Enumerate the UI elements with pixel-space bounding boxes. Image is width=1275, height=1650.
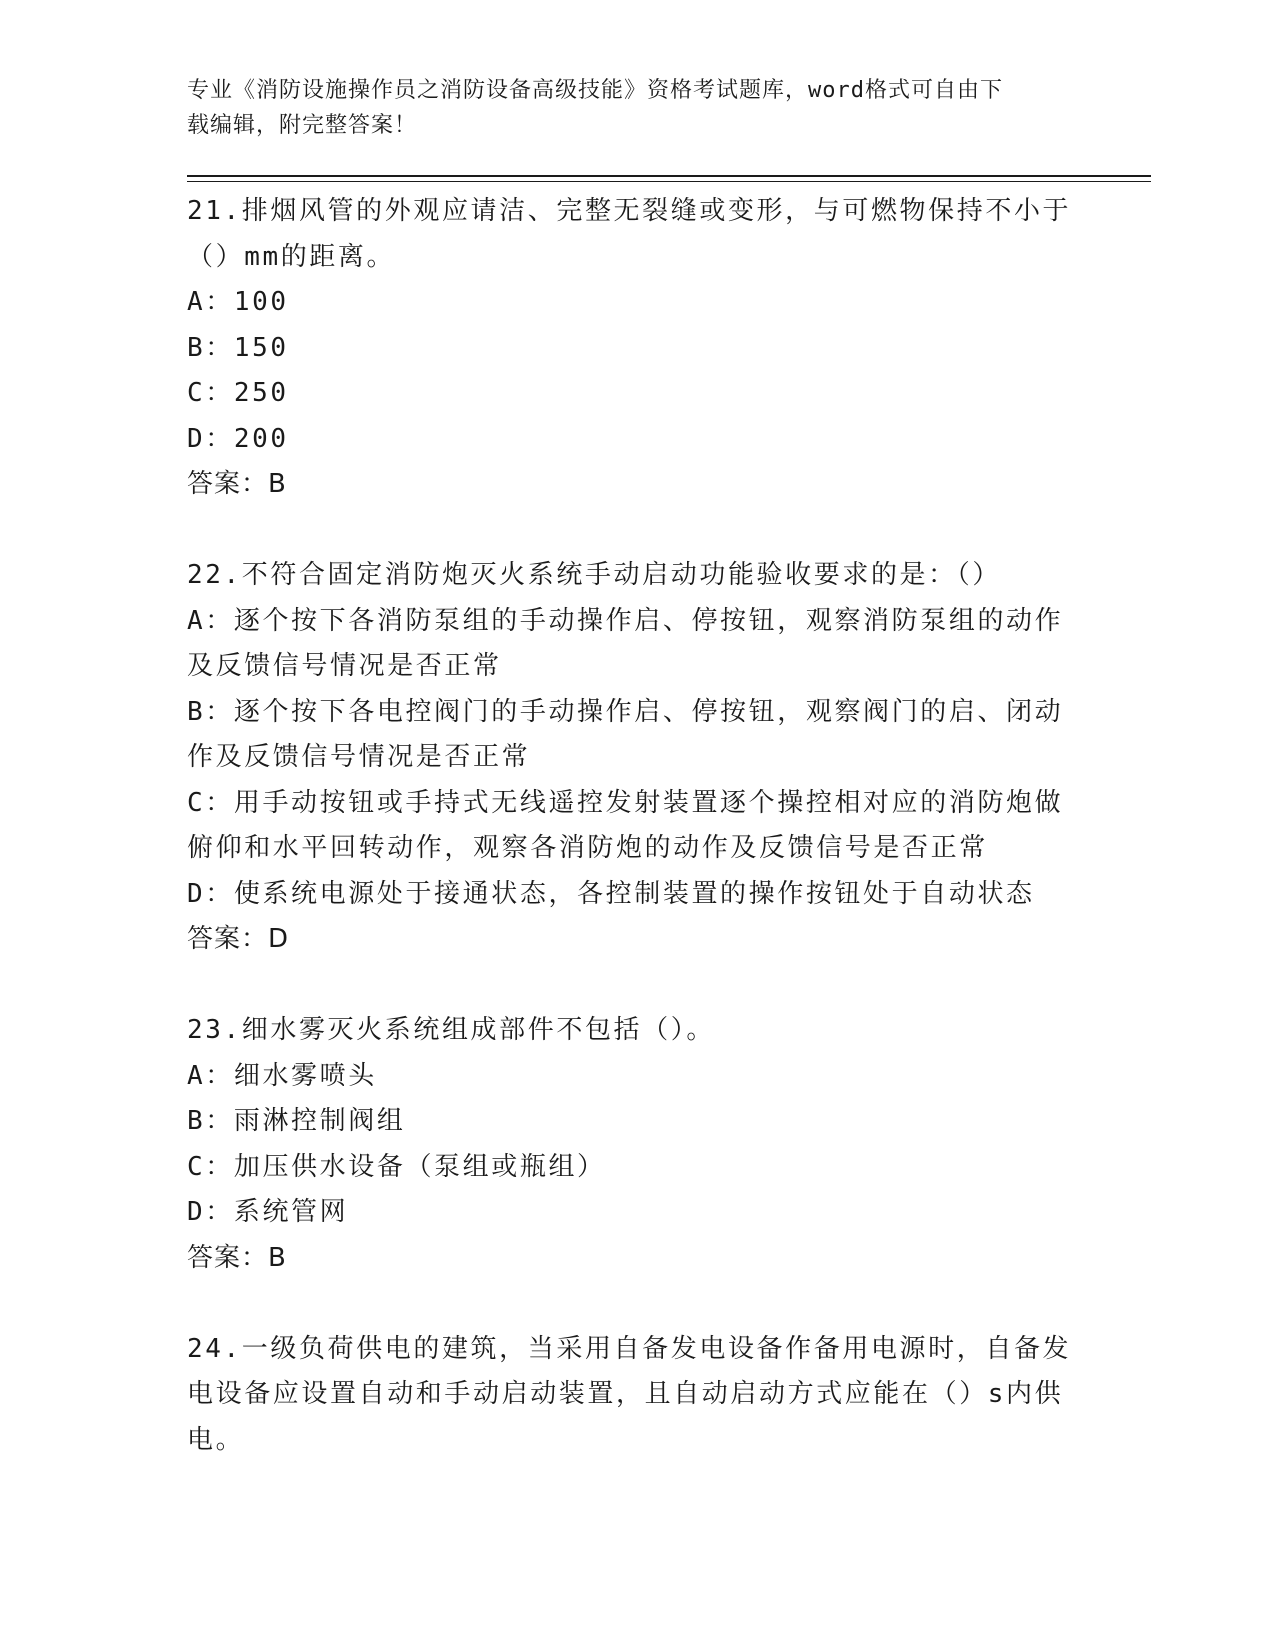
option-c: C：加压供水设备（泵组或瓶组）: [187, 1151, 606, 1182]
spacer: [187, 1281, 1087, 1327]
option-a: A：100: [187, 287, 289, 317]
option-a: A：逐个按下各消防泵组的手动操作启、停按钮，观察消防泵组的动作: [187, 605, 1064, 636]
option-a: A：细水雾喷头: [187, 1060, 377, 1091]
question-24: [187, 1327, 1087, 1464]
header-divider-thick: [187, 175, 1151, 177]
question-21: [187, 189, 1087, 508]
header-line-1: 专业《消防设施操作员之消防设备高级技能》资格考试题库，word格式可自由下: [187, 78, 1003, 103]
option-d: D：使系统电源处于接通状态，各控制装置的操作按钮处于自动状态: [187, 878, 1035, 909]
question-list: [187, 189, 1087, 1463]
answer: 答案：B: [187, 1242, 287, 1273]
question-stem: （）mm的距离。: [187, 241, 396, 272]
question-22: [187, 553, 1087, 963]
document-header: [187, 73, 1067, 143]
option-b: B：逐个按下各电控阀门的手动操作启、停按钮，观察阀门的启、闭动: [187, 696, 1064, 727]
question-stem: 电设备应设置自动和手动启动装置，且自动启动方式应能在（）s内供: [187, 1379, 1064, 1409]
option-b: B：150: [187, 332, 289, 363]
option-b: B：雨淋控制阀组: [187, 1106, 406, 1136]
question-23: [187, 1008, 1087, 1281]
answer: 答案：B: [187, 469, 287, 499]
spacer: [187, 508, 1087, 554]
option-a-continued: 及反馈信号情况是否正常: [187, 651, 502, 681]
question-stem: 21.排烟风管的外观应请洁、完整无裂缝或变形，与可燃物保持不小于: [187, 196, 1072, 226]
answer: 答案：D: [187, 924, 290, 954]
question-stem: 24.一级负荷供电的建筑，当采用自备发电设备作备用电源时，自备发: [187, 1333, 1072, 1364]
header-divider-thin: [187, 181, 1151, 182]
option-c: C：用手动按钮或手持式无线遥控发射装置逐个操控相对应的消防炮做: [187, 787, 1064, 818]
option-d: D：系统管网: [187, 1197, 349, 1227]
question-stem: 电。: [187, 1424, 245, 1455]
question-stem: 23.细水雾灭火系统组成部件不包括（）。: [187, 1015, 715, 1045]
option-c: C：250: [187, 378, 289, 408]
option-c-continued: 俯仰和水平回转动作，观察各消防炮的动作及反馈信号是否正常: [187, 833, 988, 863]
option-d: D：200: [187, 423, 289, 454]
option-b-continued: 作及反馈信号情况是否正常: [187, 742, 531, 772]
header-line-2: 载编辑，附完整答案！: [187, 113, 418, 138]
spacer: [187, 963, 1087, 1009]
question-stem: 22.不符合固定消防炮灭火系统手动启动功能验收要求的是：（）: [187, 560, 1001, 590]
